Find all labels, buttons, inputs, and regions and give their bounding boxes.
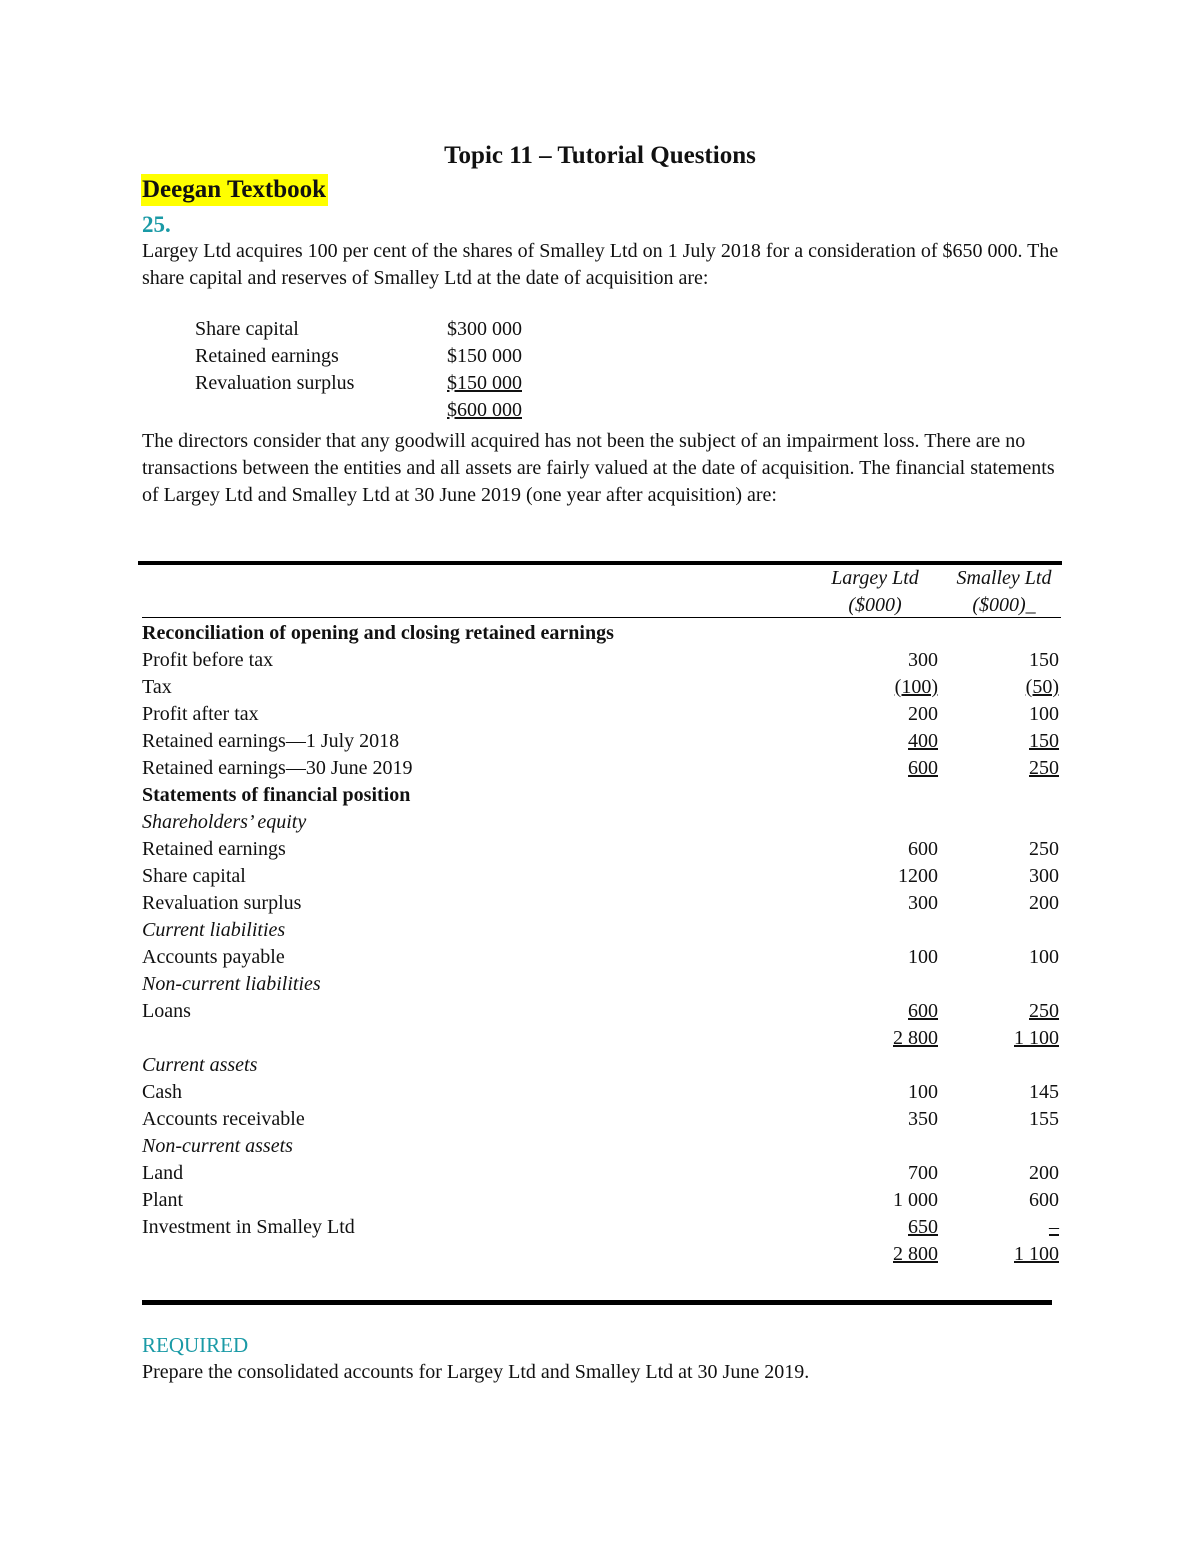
table-row <box>142 1135 1062 1162</box>
largey-value: 100 <box>908 946 938 968</box>
smalley-value: 145 <box>1029 1081 1059 1103</box>
smalley-value: 100 <box>1029 946 1059 968</box>
body-paragraph: The directors consider that any goodwill acquired has not been the subject of an impairment loss. There are no transactions between the entities and all assets are fairly valued at the date of acquisition. The financial statements of Largey Ltd and Smalley Ltd at 30 June 2019 (one year after acquisition) are: <box>142 430 1055 506</box>
row-label: Plant <box>142 1189 184 1211</box>
equity-value: $150 000 <box>447 345 522 367</box>
row-label: Reconciliation of opening and closing retained earnings <box>142 622 614 644</box>
smalley-value: (50) <box>1025 676 1059 698</box>
table-row <box>142 649 1062 676</box>
table-row <box>142 865 1062 892</box>
table-row <box>142 1081 1062 1108</box>
largey-value: 300 <box>908 649 938 671</box>
table-row <box>142 730 1062 757</box>
table-bottom-rule <box>142 1300 1052 1305</box>
question-number: 25. <box>142 212 171 237</box>
row-label: Statements of financial position <box>142 784 411 806</box>
largey-value: 600 <box>908 757 938 779</box>
intro-paragraph: Largey Ltd acquires 100 per cent of the shares of Smalley Ltd on 1 July 2018 for a consideration of $650 000. The share capital and reserves of Smalley Ltd at the date of acquisition are: <box>142 240 1059 289</box>
smalley-value: 250 <box>1029 1000 1059 1022</box>
row-label: Current liabilities <box>142 919 286 941</box>
row-label: Accounts payable <box>142 946 285 968</box>
table-row <box>142 946 1062 973</box>
row-label: Land <box>142 1162 184 1184</box>
row-label: Accounts receivable <box>142 1108 305 1130</box>
largey-value: 300 <box>908 892 938 914</box>
table-row <box>142 784 1062 811</box>
row-label: Non-current assets <box>142 1135 293 1157</box>
table-row <box>142 1000 1062 1027</box>
equity-label: Revaluation surplus <box>195 372 355 394</box>
smalley-value: 250 <box>1029 757 1059 779</box>
largey-value: 2 800 <box>893 1027 938 1049</box>
row-label: Retained earnings <box>142 838 286 860</box>
smalley-value: 1 100 <box>1014 1027 1059 1049</box>
table-row <box>142 1027 1062 1054</box>
row-label: Profit before tax <box>142 649 274 671</box>
largey-value: 2 800 <box>893 1243 938 1265</box>
table-row <box>142 1108 1062 1135</box>
largey-value: 400 <box>908 730 938 752</box>
table-row <box>142 676 1062 703</box>
smalley-value: 600 <box>1029 1189 1059 1211</box>
equity-total: $600 000 <box>447 399 522 421</box>
largey-value: 350 <box>908 1108 938 1130</box>
row-label: Retained earnings—1 July 2018 <box>142 730 400 752</box>
row-label: Share capital <box>142 865 246 887</box>
table-row <box>142 892 1062 919</box>
smalley-value: 200 <box>1029 1162 1059 1184</box>
table-row <box>142 1054 1062 1081</box>
table-row <box>142 811 1062 838</box>
smalley-value: – <box>1049 1216 1059 1238</box>
smalley-value: 300 <box>1029 865 1059 887</box>
table-header-rule <box>142 617 1061 618</box>
smalley-value: 100 <box>1029 703 1059 725</box>
equity-value: $300 000 <box>447 318 522 340</box>
row-label: Current assets <box>142 1054 258 1076</box>
page-title: Topic 11 – Tutorial Questions <box>444 142 756 169</box>
largey-value: 650 <box>908 1216 938 1238</box>
table-row <box>142 1189 1062 1216</box>
table-row <box>142 1216 1062 1243</box>
largey-value: 600 <box>908 838 938 860</box>
column-header-largey: Largey Ltd <box>831 567 919 589</box>
table-row <box>142 622 1062 649</box>
largey-value: 1 000 <box>893 1189 938 1211</box>
section-heading: Deegan Textbook <box>141 174 328 206</box>
row-label: Tax <box>142 676 172 698</box>
table-row <box>142 919 1062 946</box>
row-label: Loans <box>142 1000 191 1022</box>
smalley-value: 150 <box>1029 730 1059 752</box>
largey-value: (100) <box>894 676 938 698</box>
row-label: Revaluation surplus <box>142 892 302 914</box>
equity-label: Share capital <box>195 318 299 340</box>
smalley-value: 1 100 <box>1014 1243 1059 1265</box>
row-label: Cash <box>142 1081 182 1103</box>
table-row <box>142 1162 1062 1189</box>
row-label: Shareholders’ equity <box>142 811 307 833</box>
table-row <box>142 973 1062 1000</box>
column-unit-smalley: ($000)_ <box>972 594 1036 616</box>
column-header-smalley: Smalley Ltd <box>956 567 1052 589</box>
largey-value: 1200 <box>898 865 938 887</box>
row-label: Profit after tax <box>142 703 259 725</box>
table-row <box>142 757 1062 784</box>
row-label: Investment in Smalley Ltd <box>142 1216 355 1238</box>
table-row <box>142 703 1062 730</box>
largey-value: 600 <box>908 1000 938 1022</box>
table-row <box>142 1243 1062 1270</box>
largey-value: 100 <box>908 1081 938 1103</box>
smalley-value: 250 <box>1029 838 1059 860</box>
required-heading: REQUIRED <box>142 1333 249 1357</box>
equity-label: Retained earnings <box>195 345 339 367</box>
required-text: Prepare the consolidated accounts for Largey Ltd and Smalley Ltd at 30 June 2019. <box>142 1361 810 1383</box>
smalley-value: 155 <box>1029 1108 1059 1130</box>
table-top-rule <box>138 561 1062 565</box>
smalley-value: 200 <box>1029 892 1059 914</box>
largey-value: 200 <box>908 703 938 725</box>
equity-value: $150 000 <box>447 372 522 394</box>
largey-value: 700 <box>908 1162 938 1184</box>
row-label: Retained earnings—30 June 2019 <box>142 757 413 779</box>
table-row <box>142 838 1062 865</box>
smalley-value: 150 <box>1029 649 1059 671</box>
column-unit-largey: ($000) <box>848 594 902 616</box>
row-label: Non-current liabilities <box>142 973 321 995</box>
